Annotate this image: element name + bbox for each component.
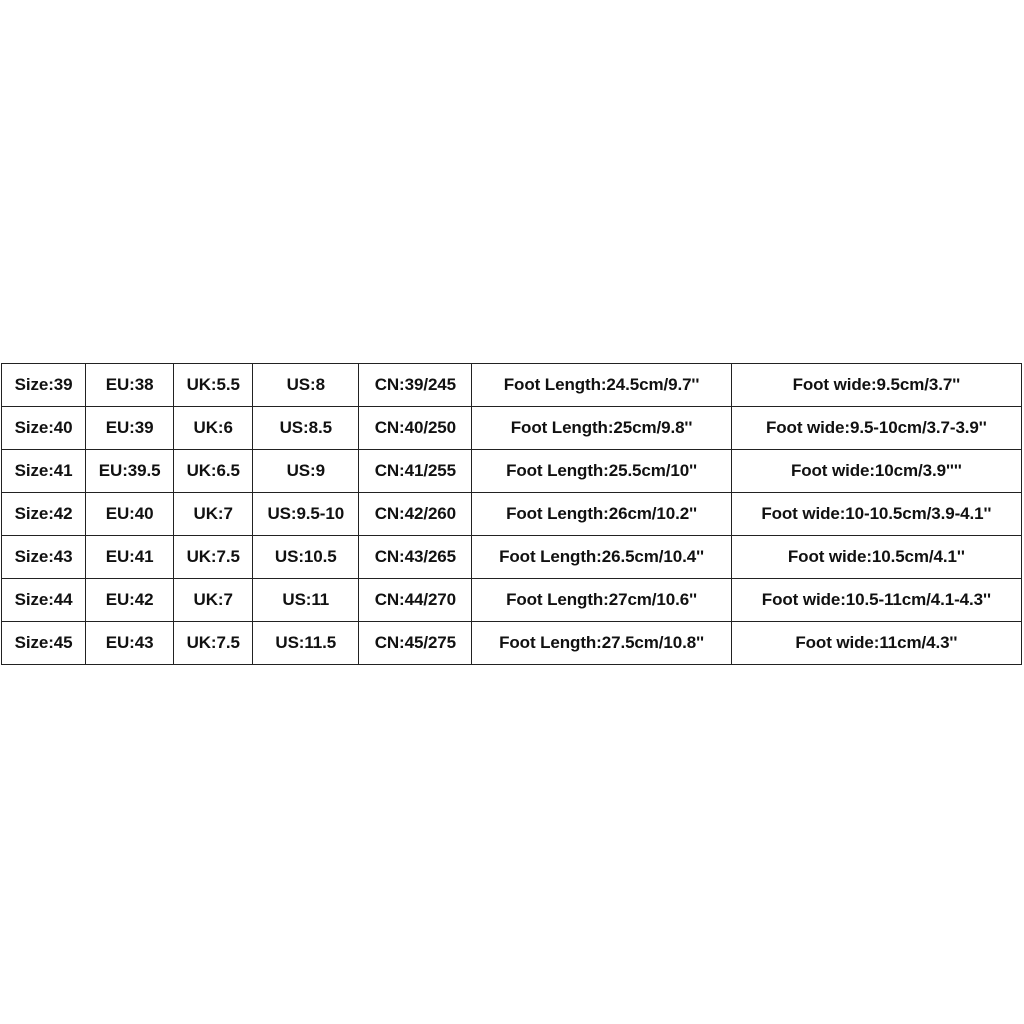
uk-size-cell: UK:7 <box>174 579 253 622</box>
cn-size-cell: CN:45/275 <box>359 622 472 665</box>
foot-width-cell: Foot wide:11cm/4.3'' <box>731 622 1021 665</box>
cn-size-cell: CN:44/270 <box>359 579 472 622</box>
size-cell: Size:41 <box>2 450 86 493</box>
foot-width-cell: Foot wide:9.5-10cm/3.7-3.9'' <box>731 407 1021 450</box>
uk-size-cell: UK:5.5 <box>174 364 253 407</box>
size-chart-body <box>2 364 1022 665</box>
uk-size-cell: UK:6.5 <box>174 450 253 493</box>
cn-size-cell: CN:40/250 <box>359 407 472 450</box>
foot-width-cell: Foot wide:10cm/3.9'''' <box>731 450 1021 493</box>
foot-length-cell: Foot Length:24.5cm/9.7'' <box>472 364 731 407</box>
foot-length-cell: Foot Length:25.5cm/10'' <box>472 450 731 493</box>
us-size-cell: US:9 <box>253 450 359 493</box>
table-row <box>2 364 1022 407</box>
us-size-cell: US:9.5-10 <box>253 493 359 536</box>
size-cell: Size:43 <box>2 536 86 579</box>
uk-size-cell: UK:7.5 <box>174 536 253 579</box>
size-cell: Size:44 <box>2 579 86 622</box>
eu-size-cell: EU:40 <box>86 493 174 536</box>
table-row <box>2 579 1022 622</box>
eu-size-cell: EU:42 <box>86 579 174 622</box>
foot-length-cell: Foot Length:25cm/9.8'' <box>472 407 731 450</box>
table-row <box>2 536 1022 579</box>
size-chart-table <box>1 363 1022 665</box>
foot-width-cell: Foot wide:9.5cm/3.7'' <box>731 364 1021 407</box>
foot-length-cell: Foot Length:26cm/10.2'' <box>472 493 731 536</box>
eu-size-cell: EU:41 <box>86 536 174 579</box>
us-size-cell: US:8 <box>253 364 359 407</box>
table-row <box>2 493 1022 536</box>
foot-width-cell: Foot wide:10.5-11cm/4.1-4.3'' <box>731 579 1021 622</box>
cn-size-cell: CN:42/260 <box>359 493 472 536</box>
size-cell: Size:39 <box>2 364 86 407</box>
eu-size-cell: EU:39 <box>86 407 174 450</box>
us-size-cell: US:10.5 <box>253 536 359 579</box>
cn-size-cell: CN:39/245 <box>359 364 472 407</box>
foot-width-cell: Foot wide:10-10.5cm/3.9-4.1'' <box>731 493 1021 536</box>
foot-length-cell: Foot Length:26.5cm/10.4'' <box>472 536 731 579</box>
foot-length-cell: Foot Length:27.5cm/10.8'' <box>472 622 731 665</box>
foot-length-cell: Foot Length:27cm/10.6'' <box>472 579 731 622</box>
us-size-cell: US:8.5 <box>253 407 359 450</box>
size-cell: Size:40 <box>2 407 86 450</box>
uk-size-cell: UK:7.5 <box>174 622 253 665</box>
size-cell: Size:45 <box>2 622 86 665</box>
eu-size-cell: EU:39.5 <box>86 450 174 493</box>
us-size-cell: US:11 <box>253 579 359 622</box>
uk-size-cell: UK:7 <box>174 493 253 536</box>
eu-size-cell: EU:38 <box>86 364 174 407</box>
cn-size-cell: CN:43/265 <box>359 536 472 579</box>
us-size-cell: US:11.5 <box>253 622 359 665</box>
table-row <box>2 407 1022 450</box>
foot-width-cell: Foot wide:10.5cm/4.1'' <box>731 536 1021 579</box>
table-row <box>2 450 1022 493</box>
cn-size-cell: CN:41/255 <box>359 450 472 493</box>
size-cell: Size:42 <box>2 493 86 536</box>
eu-size-cell: EU:43 <box>86 622 174 665</box>
table-row <box>2 622 1022 665</box>
uk-size-cell: UK:6 <box>174 407 253 450</box>
